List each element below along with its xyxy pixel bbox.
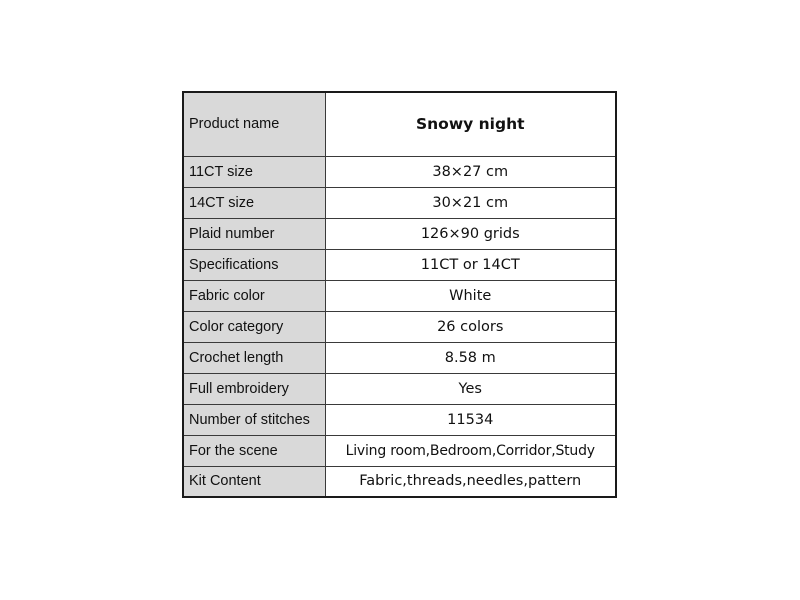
row-value: 126×90 grids [325,218,616,249]
row-label: Plaid number [183,218,325,249]
table-row-full-embroidery [183,373,616,404]
row-label: Kit Content [183,466,325,497]
row-label: Specifications [183,249,325,280]
row-label: 14CT size [183,187,325,218]
table-row-number-of-stitches [183,404,616,435]
table-row-specifications [183,249,616,280]
table-row-kit-content [183,466,616,497]
table-row-11ct-size [183,156,616,187]
row-value: 38×27 cm [325,156,616,187]
row-value: Fabric,threads,needles,pattern [325,466,616,497]
table-row-color-category [183,311,616,342]
row-label: For the scene [183,435,325,466]
row-label: Fabric color [183,280,325,311]
table-row-crochet-length [183,342,616,373]
table-row-fabric-color [183,280,616,311]
table-row-plaid-number [183,218,616,249]
row-value: 11534 [325,404,616,435]
row-value: 30×21 cm [325,187,616,218]
table-row-for-the-scene [183,435,616,466]
row-value: 11CT or 14CT [325,249,616,280]
table-row-14ct-size [183,187,616,218]
row-label: Full embroidery [183,373,325,404]
row-value: Yes [325,373,616,404]
row-label: Number of stitches [183,404,325,435]
row-value: 8.58 m [325,342,616,373]
table-row-product-name [183,92,616,156]
row-value: Living room,Bedroom,Corridor,Study [325,435,616,466]
product-title: Snowy night [325,92,616,156]
row-label: 11CT size [183,156,325,187]
row-value: 26 colors [325,311,616,342]
row-label: Crochet length [183,342,325,373]
row-value: White [325,280,616,311]
row-label: Color category [183,311,325,342]
row-label: Product name [183,92,325,156]
product-spec-table [182,91,617,498]
